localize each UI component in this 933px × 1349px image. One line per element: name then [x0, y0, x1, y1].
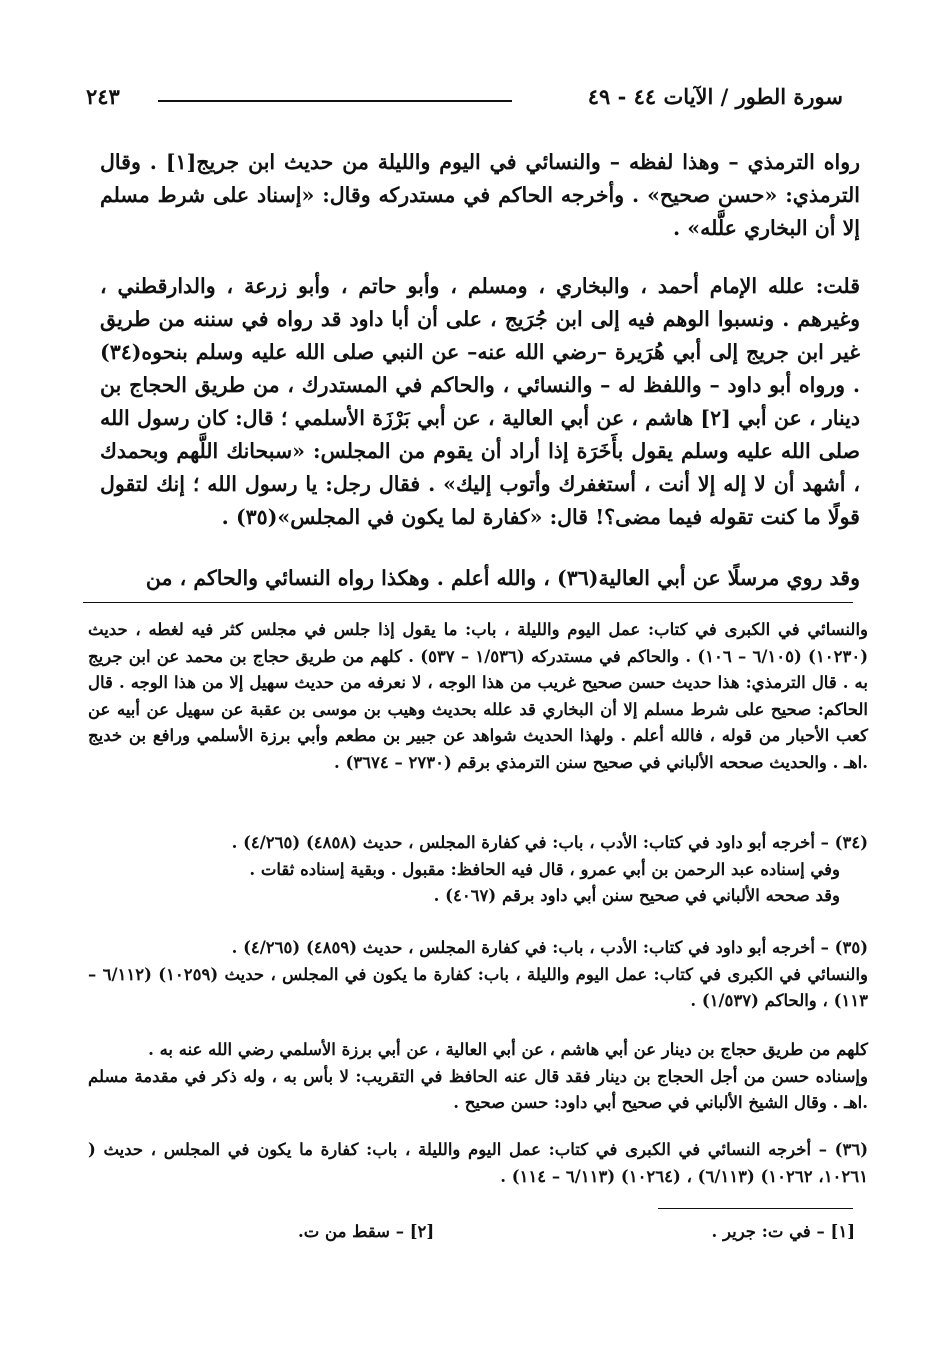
footnote-text: وفي إسناده عبد الرحمن بن أبي عمرو ، قال فيه الحافظ: مقبول . وبقية إسناده ثقات .: [249, 859, 840, 879]
footnote-text: كلهم من طريق حجاج بن دينار عن أبي هاشم ، عن أبي العالية ، عن أبي برزة الأسلمي رضي الله عنه به .: [148, 1040, 868, 1059]
header-rule: [158, 100, 512, 102]
body-paragraph-3: [100, 562, 860, 595]
footnote-text: وقد صححه الألباني في صحيح سنن أبي داود برقم (٤٠٦٧) .: [433, 886, 840, 905]
body-paragraph-1: [100, 146, 860, 245]
paragraph-text: رواه الترمذي – وهذا لفظه – والنسائي في اليوم والليلة من حديث ابن جريج[١] . وقال الترمذي: «حسن صحيح» . وأخرجه الحاكم في مستدركه وقال: «إسناد على شرط مسلم إلا أن البخاري علَّله» .: [100, 150, 860, 240]
editor-notes-separator: [658, 1208, 853, 1209]
footnote-text: وإسناده حسن من أجل الحجاج بن دينار فقد قال عنه الحافظ في التقريب: لا بأس به ، وله ذكر في مقدمة مسلم .اهـ . وقال الشيخ الألباني في صحيح أبي داود: حسن صحيح .: [88, 1066, 868, 1112]
footnote-text: والنسائي في الكبرى في كتاب: عمل اليوم والليلة ، باب: ما يقول إذا جلس في مجلس كثر فيه لغطه ، حديث (١٠٢٣٠) (٦/١٠٥ – ١٠٦) . والحاكم في مستدركه (١/٥٣٦ – ٥٣٧) . كلهم من طريق حجاج بن محمد عن ابن جريج به . قال الترمذي: هذا حديث حسن صحيح غريب من هذا الوجه ، لا نعرفه من حديث سهيل إلا من هذا الوجه . قال الحاكم: صحيح على شرط مسلم إلا أن البخاري قد علله بحديث وهيب بن موسى بن عقبة عن سهيل عن أبيه عن كعب الأحبار من قوله ، فالله أعلم . ولهذا الحديث شواهد عن جبير بن مطعم وأبي برزة الأسلمي ورافع بن خديج .اهـ . والحديث صححه الألباني في صحيح سنن الترمذي برقم (٢٧٣٠ – ٣٦٧٤) .: [88, 620, 868, 772]
footnote-separator: [83, 602, 853, 603]
footnote-35-continued: [88, 1037, 868, 1117]
body-paragraph-2: [100, 270, 860, 534]
editor-note-1: [١] – في ت: جرير .: [711, 1222, 855, 1241]
footnote-36: [88, 1137, 868, 1190]
footnote-text: والنسائي في الكبرى في كتاب: عمل اليوم والليلة ، باب: كفارة ما يكون في المجلس ، حديث (١٠٢٥٩) (٦/١١٢ – ١١٣) ، والحاكم (١/٥٣٧) .: [88, 964, 869, 1010]
footnote-text: (٣٦) – أخرجه النسائي في الكبرى في كتاب: عمل اليوم والليلة ، باب: كفارة ما يكون في المجلس ، حديث ( ١٠٢٦١، ١٠٢٦٢) (٦/١١٣) ، (١٠٢٦٤) (٦/١١٣ – ١١٤) .: [88, 1140, 868, 1186]
page-number: ٢٤٣: [86, 84, 120, 109]
editor-note-2: [٢] – سقط من ت.: [298, 1222, 435, 1241]
paragraph-text: قلت: علله الإمام أحمد ، والبخاري ، ومسلم ، وأبو حاتم ، وأبو زرعة ، والدارقطني ، وغيرهم . ونسبوا الوهم فيه إلى ابن جُرَيج ، على أن أبا داود قد رواه في سننه من طريق غير ابن جريج إلى أبي هُرَيرة –رضي الله عنه– عن النبي صلى الله عليه وسلم بنحوه(٣٤) . ورواه أبو داود – واللفظ له – والنسائي ، والحاكم في المستدرك ، من طريق الحجاج بن دينار ، عن أبي [٢] هاشم ، عن أبي العالية ، عن أبي بَرْزَة الأسلمي ؛ قال: كان رسول الله صلى الله عليه وسلم يقول بأَخَرَة إذا أراد أن يقوم من المجلس: «سبحانك اللَّهم وبحمدك ، أشهد أن لا إله إلا أنت ، أستغفرك وأتوب إليك» . فقال رجل: يا رسول الله ؛ إنك لتقول قولًا ما كنت تقوله فيما مضى؟! قال: «كفارة لما يكون في المجلس»(٣٥) .: [100, 274, 860, 529]
footnote-34: [88, 830, 868, 910]
footnote-text: (٣٤) – أخرجه أبو داود في كتاب: الأدب ، باب: في كفارة المجلس ، حديث (٤٨٥٨) (٤/٢٦٥) .: [231, 833, 868, 852]
footnote-text: (٣٥) – أخرجه أبو داود في كتاب: الأدب ، باب: في كفارة المجلس ، حديث (٤٨٥٩) (٤/٢٦٥) .: [231, 938, 868, 957]
paragraph-text: وقد روي مرسلًا عن أبي العالية(٣٦) ، والله أعلم . وهكذا رواه النسائي والحاكم ، من: [145, 566, 860, 590]
footnote-35: [88, 935, 868, 1015]
footnote-continued: [88, 617, 868, 776]
running-header-title: سورة الطور / الآيات ٤٤ - ٤٩: [587, 84, 843, 109]
